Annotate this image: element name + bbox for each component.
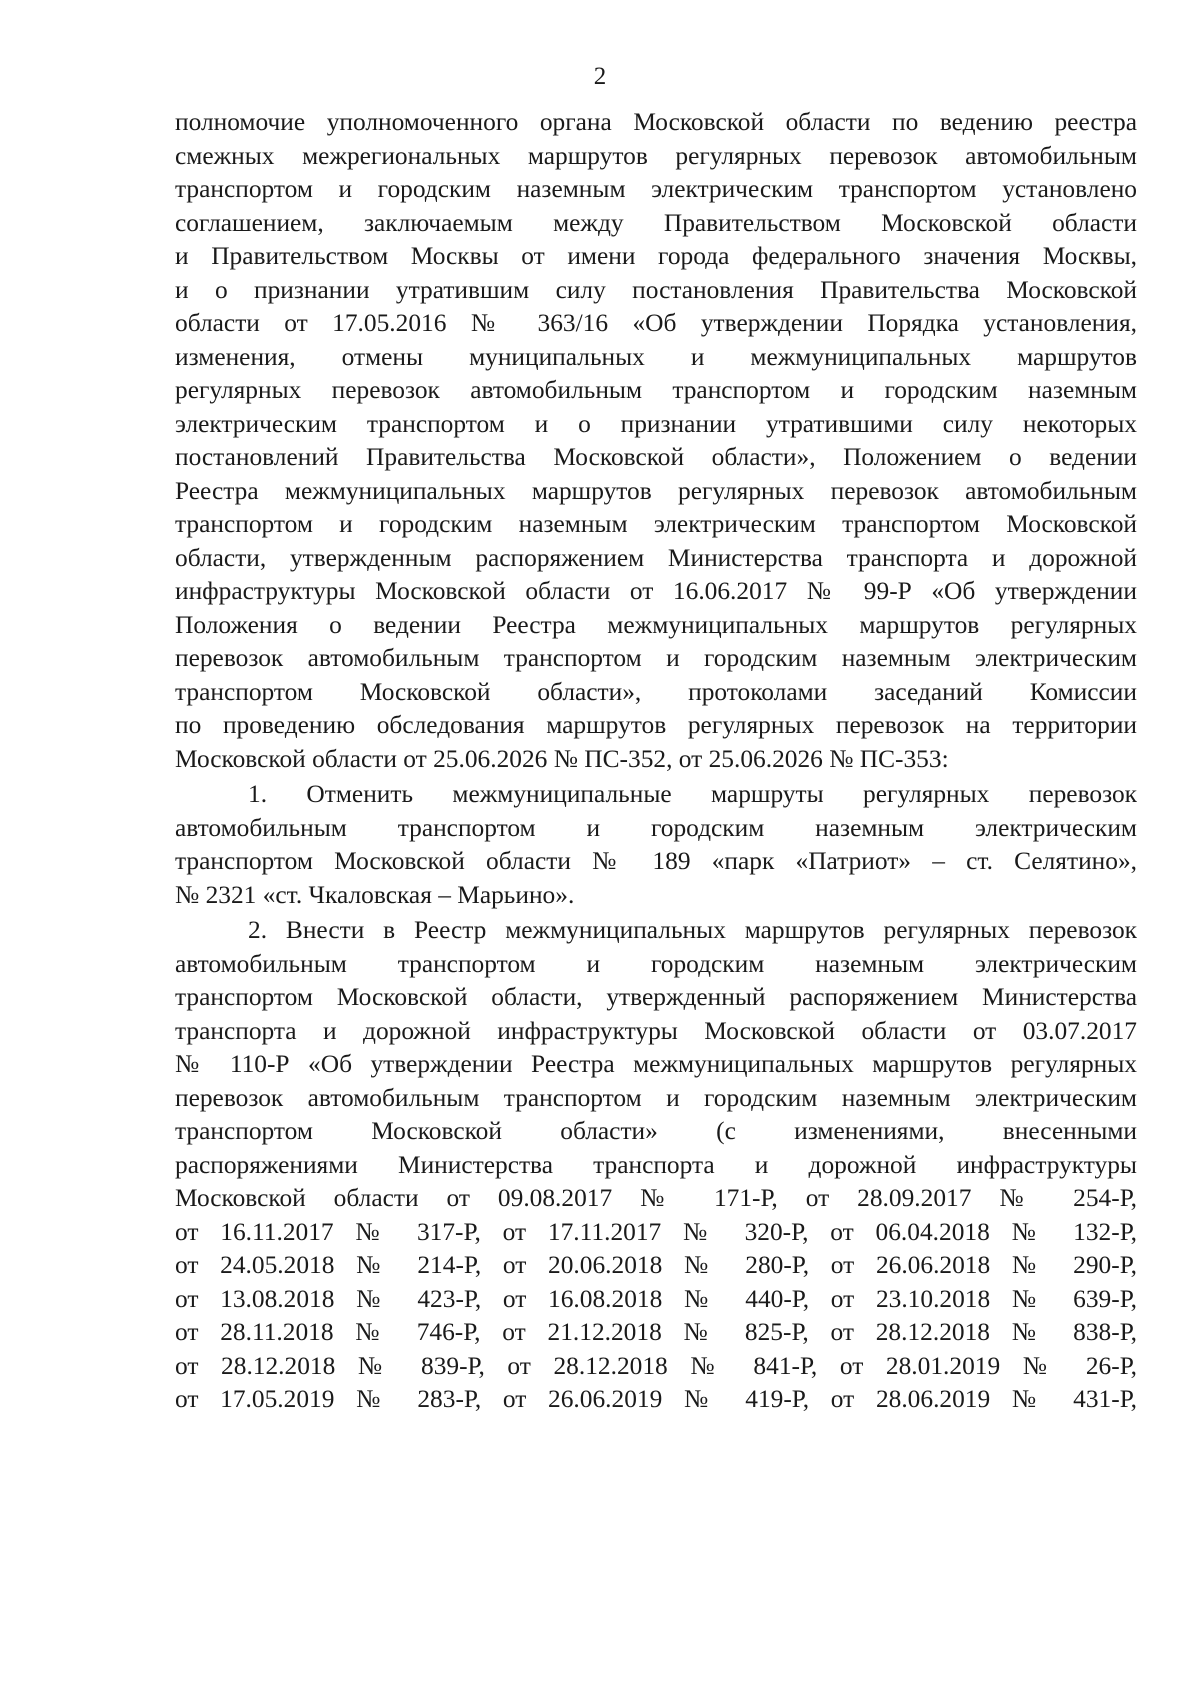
text-line: № 110-Р «Об утверждении Реестра межмуниципальных маршрутов регулярных	[175, 1050, 1137, 1078]
text-line: транспорта и дорожной инфраструктуры Московской области от 03.07.2017	[175, 1017, 1137, 1045]
text-line: от 24.05.2018 № 214-Р, от 20.06.2018 № 280-Р, от 26.06.2018 № 290-Р,	[175, 1251, 1137, 1279]
text-line: № 2321 «ст. Чкаловская – Марьино».	[175, 881, 575, 909]
text-line: 1. Отменить межмуниципальные маршруты регулярных перевозок	[248, 780, 1137, 808]
text-line: от 17.05.2019 № 283-Р, от 26.06.2019 № 419-Р, от 28.06.2019 № 431-Р,	[175, 1385, 1137, 1413]
text-line: постановлений Правительства Московской области», Положением о ведении	[175, 443, 1137, 471]
text-line: по проведению обследования маршрутов регулярных перевозок на территории	[175, 711, 1137, 739]
text-line: Реестра межмуниципальных маршрутов регулярных перевозок автомобильным	[175, 477, 1137, 505]
text-line: и Правительством Москвы от имени города федерального значения Москвы,	[175, 242, 1137, 270]
text-line: смежных межрегиональных маршрутов регулярных перевозок автомобильным	[175, 142, 1137, 170]
text-line: от 28.11.2018 № 746-Р, от 21.12.2018 № 825-Р, от 28.12.2018 № 838-Р,	[175, 1318, 1137, 1346]
text-line: транспортом Московской области», протоколами заседаний Комиссии	[175, 678, 1137, 706]
text-line: транспортом Московской области № 189 «парк «Патриот» – ст. Селятино»,	[175, 847, 1137, 875]
text-line: электрическим транспортом и о признании утратившими силу некоторых	[175, 410, 1137, 438]
text-line: изменения, отмены муниципальных и межмуниципальных маршрутов	[175, 343, 1137, 371]
text-line: регулярных перевозок автомобильным транспортом и городским наземным	[175, 376, 1137, 404]
text-line: транспортом и городским наземным электрическим транспортом установлено	[175, 175, 1137, 203]
text-line: перевозок автомобильным транспортом и городским наземным электрическим	[175, 1084, 1137, 1112]
text-line: инфраструктуры Московской области от 16.06.2017 № 99-Р «Об утверждении	[175, 577, 1137, 605]
text-line: области, утвержденным распоряжением Министерства транспорта и дорожной	[175, 544, 1137, 572]
text-line: Московской области от 09.08.2017 № 171-Р, от 28.09.2017 № 254-Р,	[175, 1184, 1137, 1212]
text-line: 2. Внести в Реестр межмуниципальных маршрутов регулярных перевозок	[248, 916, 1137, 944]
text-line: перевозок автомобильным транспортом и городским наземным электрическим	[175, 644, 1137, 672]
text-line: от 16.11.2017 № 317-Р, от 17.11.2017 № 320-Р, от 06.04.2018 № 132-Р,	[175, 1218, 1137, 1246]
text-line: Положения о ведении Реестра межмуниципальных маршрутов регулярных	[175, 611, 1137, 639]
text-line: от 13.08.2018 № 423-Р, от 16.08.2018 № 440-Р, от 23.10.2018 № 639-Р,	[175, 1285, 1137, 1313]
text-line: и о признании утратившим силу постановления Правительства Московской	[175, 276, 1137, 304]
text-line: транспортом и городским наземным электрическим транспортом Московской	[175, 510, 1137, 538]
text-line: распоряжениями Министерства транспорта и дорожной инфраструктуры	[175, 1151, 1137, 1179]
text-line: полномочие уполномоченного органа Московской области по ведению реестра	[175, 108, 1137, 136]
text-line: соглашением, заключаемым между Правительством Московской области	[175, 209, 1137, 237]
text-line: транспортом Московской области» (с изменениями, внесенными	[175, 1117, 1137, 1145]
text-line: от 28.12.2018 № 839-Р, от 28.12.2018 № 841-Р, от 28.01.2019 № 26-Р,	[175, 1352, 1137, 1380]
page-number: 2	[593, 63, 607, 90]
text-line: автомобильным транспортом и городским наземным электрическим	[175, 814, 1137, 842]
text-line: Московской области от 25.06.2026 № ПС-352, от 25.06.2026 № ПС-353:	[175, 745, 949, 773]
text-line: транспортом Московской области, утвержденный распоряжением Министерства	[175, 983, 1137, 1011]
text-line: области от 17.05.2016 № 363/16 «Об утверждении Порядка установления,	[175, 309, 1137, 337]
text-line: автомобильным транспортом и городским наземным электрическим	[175, 950, 1137, 978]
